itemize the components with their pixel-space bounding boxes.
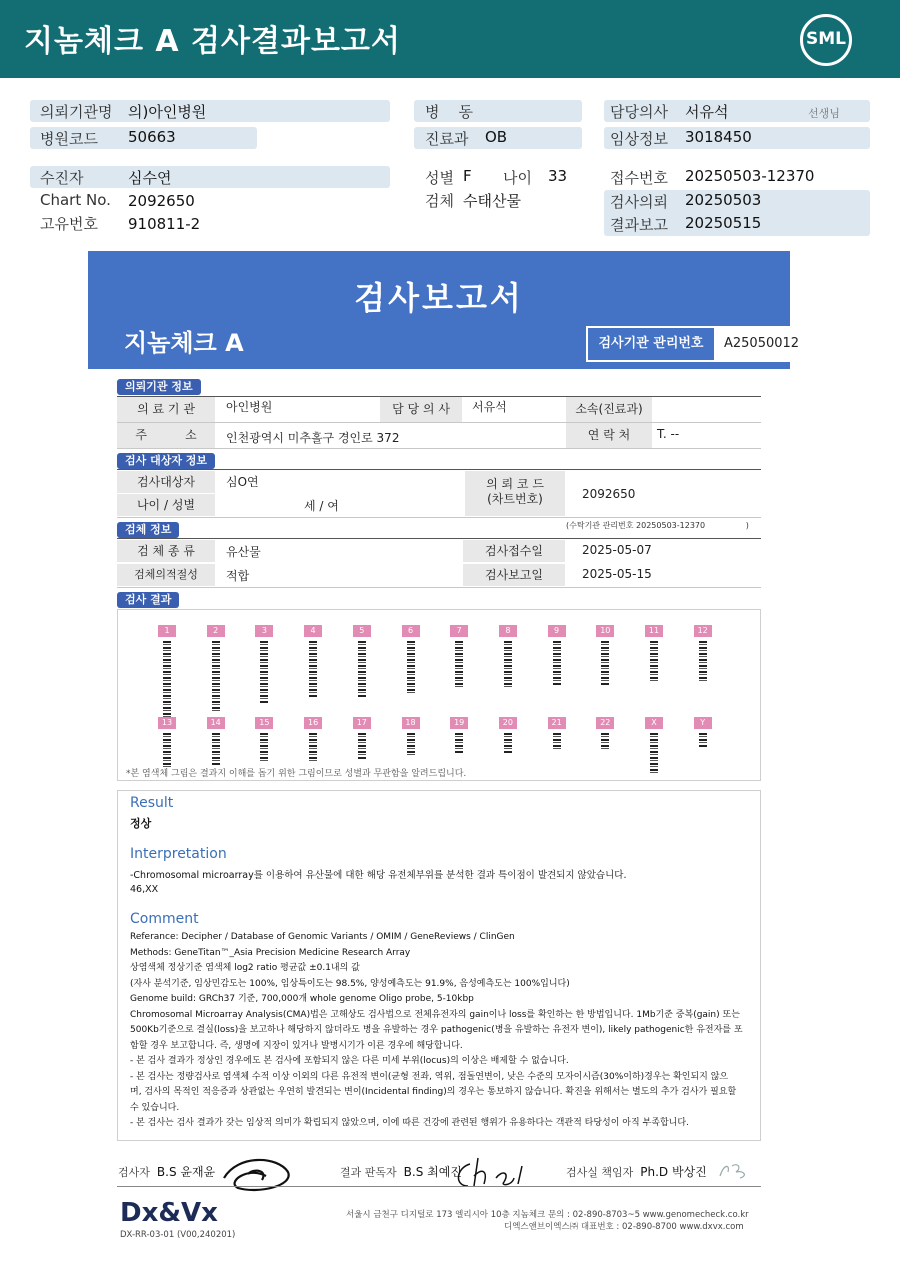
adequacy-label: 검체의적절성 [117,564,215,586]
dept-label2: 소속(진료과) [566,397,652,422]
clinical-value: 3018450 [685,128,752,146]
brand-text: 지놈체크 A [124,329,244,357]
chromosome-label: 5 [353,625,371,637]
rdate-label: 검사보고일 [463,564,565,586]
chromosome-ideogram [407,733,415,757]
chromosome-ideogram [504,733,512,753]
doc-label: 담 당 의 사 [380,397,462,422]
chromosome-ideogram [650,641,658,683]
comment-line: Chromosomal Microarray Analysis(CMA)법은 고해상도 검사법으로 전체유전자의 gain이나 loss를 확인하는 한 방법입니다. 1Mb기준 중복(gain) 또는 [130,1009,740,1020]
dept-value: OB [485,128,508,146]
chromosome-ideogram [601,733,609,751]
comment-heading: Comment [130,911,199,927]
chromosome-ideogram [601,641,609,685]
chart-label: Chart No. [40,191,111,209]
chromosome-label: 22 [596,717,614,729]
chromosome-ideogram [212,733,220,765]
doctor-label: 담당의사 [610,103,668,121]
chromosome-ideogram [553,733,561,749]
chromosome-label: X [645,717,663,729]
recv-label: 검사접수일 [463,540,565,562]
report-value: 20250515 [685,214,762,232]
page-title: 지놈체크 A 검사결과보고서 [24,24,401,59]
footer-company: 디엑스앤브이엑스㈜ 대표번호 : 02-890-8700 www.dxvx.com [504,1222,744,1232]
chromosome-label: 4 [304,625,322,637]
org-value: 아인병원 [226,400,273,414]
dept-label: 진료과 [425,130,469,148]
interpretation-line1: -Chromosomal microarray를 이용하여 유산물에 대한 해당 유전체부위를 분석한 결과 특이점이 발견되지 않았습니다. [130,870,627,881]
chromosome-ideogram [358,641,366,697]
sml-logo: SML [800,14,852,66]
director-label: 검사실 책임자 [566,1166,634,1179]
chromosome-label: 6 [402,625,420,637]
req-value: 20250503 [685,191,762,209]
comment-line: 수 있습니다. [130,1102,180,1113]
specimen-note: (수탁기관 관리번호 20250503-12370 ) [566,521,749,530]
comment-line: 상염색체 정상기준 염색체 log2 ratio 평균값 ±0.1내의 값 [130,963,360,973]
chromosome-label: 19 [450,717,468,729]
ward-label: 병 동 [425,103,474,121]
chromosome-ideogram [699,641,707,681]
director-name: Ph.D 박상진 [640,1165,707,1179]
chromosome-ideogram [309,733,317,761]
patient-row [30,166,390,188]
refcode-label-line1: 의 뢰 코 드 [486,477,544,491]
referrer-label: 의뢰기관명 [40,103,113,121]
age-value: 33 [548,167,568,185]
specimen-value: 수태산물 [463,192,521,210]
chromosome-ideogram [163,641,171,717]
section-specimen: 검체 정보 [117,522,179,538]
report-banner [88,251,800,369]
chromosome-label: 18 [402,717,420,729]
comment-line: Methods: GeneTitan™_Asia Precision Medicine Research Array [130,947,411,958]
chromosome-label: 11 [645,625,663,637]
genomecheck-logo [124,323,244,358]
interpretation-line2: 46,XX [130,884,159,895]
comment-line: (자사 분석기준, 임상민감도는 100%, 임상특이도는 98.5%, 양성예측도는 91.9%, 음성예측도는 100%입니다) [130,978,570,989]
chromosome-label: 15 [255,717,273,729]
addr-label: 주 소 [117,423,215,448]
footer-code: DX-RR-03-01 (V00,240201) [120,1230,236,1240]
comment-line: - 본 검사는 정량검사로 염색체 수적 이상 이외의 다른 유전적 변이(균형 전좌, 역위, 점돌연변이, 낮은 수준의 모자이시즘(30%이하)경우는 확인되지 않으 [130,1071,729,1082]
section-subject: 검사 대상자 정보 [117,453,215,469]
mgmt-value: A25050012 [716,328,848,360]
refcode-label-line2: (차트번호) [487,492,543,506]
chromosome-ideogram [699,733,707,747]
sex-label: 성별 [425,169,454,187]
chromosome-ideogram [212,641,220,713]
chromosome-label: 12 [694,625,712,637]
director-signature-mark [714,1158,754,1184]
sex-value: F [463,167,472,185]
chromosome-ideogram [163,733,171,767]
chromosome-label: 10 [596,625,614,637]
chromosome-ideogram [407,641,415,693]
patient-value: 심수연 [128,169,172,187]
chromosome-label: 20 [499,717,517,729]
chromosome-ideogram [650,733,658,773]
age-label: 나이 [503,169,532,187]
hospcode-label: 병원코드 [40,130,98,148]
comment-line: - 본 검사 결과가 정상인 경우에도 본 검사에 포함되지 않은 다른 미세 부위(locus)의 이상은 배제할 수 없습니다. [130,1056,569,1066]
tester-signature-mark [218,1152,298,1196]
divider [117,469,761,470]
receipt-label: 접수번호 [610,169,668,187]
footer-address: 서울시 금천구 디지털로 173 엘리시아 10층 지놈체크 문의 : 02-890-8703~5 www.genomecheck.co.kr [346,1210,749,1220]
doctor-value: 서유석 [685,103,729,121]
divider [117,538,761,539]
rdate-value: 2025-05-15 [582,567,652,581]
recv-value: 2025-05-07 [582,543,652,557]
footer-divider [117,1186,761,1187]
refcode-label [465,471,565,516]
clinical-label: 임상정보 [610,130,668,148]
top-header [0,0,900,78]
comment-line: 함할 경우 보고합니다. 즉, 생명에 지장이 있거나 발병시기가 이른 경우에 해당합니다. [130,1040,463,1051]
report-label: 결과보고 [610,216,668,234]
chromosome-label: 7 [450,625,468,637]
tester-name: B.S 윤재윤 [156,1165,216,1179]
chromosome-label: 3 [255,625,273,637]
spec-type-label: 검 체 종 류 [117,540,215,562]
mgmt-number-box [586,326,850,362]
specimen-label: 검체 [425,192,454,210]
chromosome-ideogram [260,641,268,703]
chromosome-ideogram [358,733,366,759]
chromosome-ideogram [260,733,268,763]
org-label: 의 료 기 관 [117,397,215,422]
patient-label: 수진자 [40,169,84,187]
chromosome-label: 21 [548,717,566,729]
agesex-label: 나이 / 성별 [117,494,215,516]
receipt-value: 20250503-12370 [685,167,815,185]
interpretation-heading: Interpretation [130,846,227,862]
chart-value: 2092650 [128,192,195,210]
karyotype-note: *본 염색체 그림은 결과지 이해를 돕기 위한 그림이므로 성별과 무관함을 알려드립니다. [126,769,467,779]
section-result: 검사 결과 [117,592,179,608]
report-title: 검사보고서 [354,279,524,317]
divider [117,587,761,588]
result-value: 정상 [130,817,152,830]
uid-value: 910811-2 [128,215,201,233]
hospcode-value: 50663 [128,128,176,146]
chromosome-ideogram [553,641,561,685]
tester-signature [118,1163,215,1180]
chromosome-label: 14 [207,717,225,729]
subject-value: 심O연 [226,475,259,489]
chromosome-ideogram [309,641,317,697]
comment-line: 며, 검사의 목적인 적응증과 상관없는 우연히 발견되는 변이(Incidental finding)의 경우는 통보하지 않습니다. 확진을 위해서는 별도의 추가 검사가 필요할 [130,1087,737,1097]
refcode-value: 2092650 [582,487,636,501]
comment-line: 500Kb기준으로 결실(loss)을 보고하나 해당하지 않더라도 병을 유발하는 경우 pathogenic(병을 유발하는 유전자 변이), likely pathogenic한 유전자를 포 [130,1025,743,1035]
section-org: 의뢰기관 정보 [117,379,201,395]
judge-label: 결과 판독자 [340,1166,397,1179]
uid-label: 고유번호 [40,215,98,233]
chromosome-label: Y [694,717,712,729]
chromosome-ideogram [504,641,512,687]
director-signature [566,1163,707,1180]
judge-name: B.S 최예진 [403,1165,462,1179]
chromosome-label: 13 [158,717,176,729]
chromosome-label: 2 [207,625,225,637]
result-heading: Result [130,795,174,811]
tel-label: 연 락 처 [566,423,652,448]
referrer-value: 의)아인병원 [128,103,207,121]
comment-line: Genome build: GRCh37 기준, 700,000개 whole genome Oligo probe, 5-10kbp [130,994,474,1004]
chromosome-ideogram [455,733,463,753]
judge-signature [340,1163,462,1180]
subject-label: 검사대상자 [117,471,215,493]
chromosome-label: 9 [548,625,566,637]
chromosome-label: 8 [499,625,517,637]
spec-type-value: 유산물 [226,545,261,559]
tel-value: T. -- [657,427,680,441]
req-label: 검사의뢰 [610,193,668,211]
addr-value: 인천광역시 미추홀구 경인로 372 [226,431,400,445]
chromosome-label: 16 [304,717,322,729]
chromosome-label: 17 [353,717,371,729]
chromosome-label: 1 [158,625,176,637]
mgmt-label: 검사기관 관리번호 [588,328,716,360]
comment-line: - 본 검사는 검사 결과가 갖는 임상적 의미가 확립되지 않았으며, 이에 따른 건강에 관련된 행위가 유용하다는 객관적 타당성이 아직 부족합니다. [130,1118,689,1128]
comment-line: Referance: Decipher / Database of Genomic Variants / OMIM / GeneReviews / ClinGen [130,932,515,942]
adequacy-value: 적합 [226,569,250,583]
divider [117,448,761,449]
agesex-value: 세 / 여 [304,499,339,513]
chromosome-ideogram [455,641,463,689]
comment-body [130,930,760,1132]
doctor-suffix: 선생님 [808,107,840,120]
dxvx-logo: Dx&Vx [120,1198,218,1228]
divider [117,517,761,518]
tester-label: 검사자 [118,1166,150,1179]
doc-value: 서유석 [472,400,507,414]
